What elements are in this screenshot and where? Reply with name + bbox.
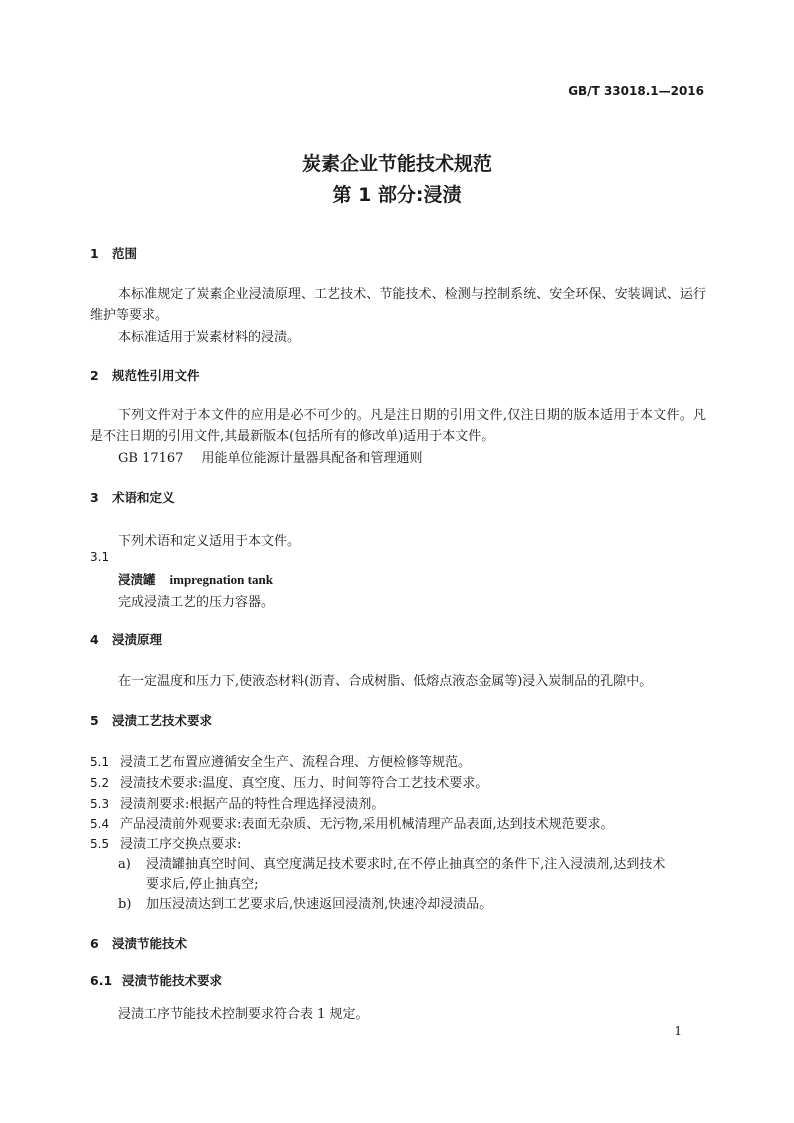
section-title: 规范性引用文件 [112, 368, 200, 383]
section-2-heading [90, 366, 200, 384]
section-1-paragraph-2: 本标准适用于炭素材料的浸渍。 [118, 330, 301, 345]
section-number: 5 [90, 713, 99, 728]
list-label: a) [118, 857, 131, 872]
section-number: 4 [90, 632, 99, 647]
section-title: 术语和定义 [112, 490, 175, 505]
section-6-heading [90, 934, 187, 952]
clause-5-5 [90, 833, 241, 852]
term-definition: 完成浸渍工艺的压力容器。 [118, 595, 275, 610]
normative-reference [118, 447, 422, 466]
list-item-a-continuation: 要求后,停止抽真空; [146, 877, 259, 892]
clause-text: 产品浸渍前外观要求:表面无杂质、无污物,采用机械清理产品表面,达到技术规范要求。 [120, 817, 614, 832]
term-english: impregnation tank [169, 572, 273, 587]
list-item-b [118, 893, 492, 912]
section-title: 浸渍节能技术 [112, 936, 188, 951]
section-title: 浸渍工艺技术要求 [112, 713, 213, 728]
list-text-line-1: 浸渍罐抽真空时间、真空度满足技术要求时,在不停止抽真空的条件下,注入浸渍剂,达到技术 [146, 857, 666, 872]
section-2-paragraph-1: 下列文件对于本文件的应用是必不可少的。凡是注日期的引用文件,仅注日期的版本适用于本文件。凡是不注日期的引用文件,其最新版本(包括所有的修改单)适用于本文件。 [90, 408, 706, 444]
section-number: 1 [90, 246, 99, 261]
clause-text: 浸渍剂要求:根据产品的特性合理选择浸渍剂。 [120, 797, 385, 812]
reference-code: GB 17167 [118, 451, 184, 466]
section-5-heading [90, 711, 212, 729]
list-label: b) [118, 897, 132, 912]
clause-number: 5.4 [90, 817, 110, 831]
clause-6-1-heading [90, 971, 222, 989]
term-chinese: 浸渍罐 [118, 572, 156, 587]
section-title: 浸渍原理 [112, 632, 163, 647]
document-title: 炭素企业节能技术规范 [301, 153, 492, 175]
section-number: 6 [90, 936, 99, 951]
document-subtitle: 第 1 部分:浸渍 [332, 184, 462, 206]
section-number: 3 [90, 490, 99, 505]
clause-3-1-number: 3.1 [90, 550, 110, 564]
clause-title: 浸渍节能技术要求 [122, 973, 223, 988]
section-1-heading [90, 244, 137, 262]
section-4-heading [90, 630, 162, 648]
section-6-paragraph-1: 浸渍工序节能技术控制要求符合表 1 规定。 [118, 1007, 369, 1022]
clause-number: 5.3 [90, 797, 110, 811]
clause-text: 浸渍工艺布置应遵循安全生产、流程合理、方便检修等规范。 [120, 755, 472, 770]
section-3-paragraph-1: 下列术语和定义适用于本文件。 [118, 534, 301, 549]
clause-5-3 [90, 793, 384, 812]
clause-number: 5.2 [90, 776, 110, 790]
clause-text: 浸渍技术要求:温度、真空度、压力、时间等符合工艺技术要求。 [120, 776, 489, 791]
clause-number: 5.5 [90, 837, 110, 851]
clause-5-1 [90, 751, 471, 770]
clause-number: 6.1 [90, 973, 113, 988]
section-title: 范围 [112, 246, 138, 261]
section-1-paragraph-1: 本标准规定了炭素企业浸渍原理、工艺技术、节能技术、检测与控制系统、安全环保、安装调试、运行维护等要求。 [90, 287, 706, 323]
standard-number: GB/T 33018.1—2016 [568, 84, 704, 98]
clause-number: 5.1 [90, 755, 110, 769]
reference-title: 用能单位能源计量器具配备和管理通则 [201, 451, 423, 466]
clause-text: 浸渍工序交换点要求: [120, 837, 242, 852]
clause-5-2 [90, 772, 488, 791]
section-4-paragraph-1: 在一定温度和压力下,使液态材料(沥青、合成树脂、低熔点液态金属等)浸入炭制品的孔隙中。 [118, 674, 653, 689]
list-text-line-1: 加压浸渍达到工艺要求后,快速返回浸渍剂,快速冷却浸渍品。 [146, 897, 493, 912]
term-entry [118, 570, 273, 588]
page-number: 1 [674, 1024, 682, 1038]
list-item-a [118, 853, 665, 872]
section-number: 2 [90, 368, 99, 383]
clause-5-4 [90, 813, 614, 832]
section-3-heading [90, 488, 175, 506]
